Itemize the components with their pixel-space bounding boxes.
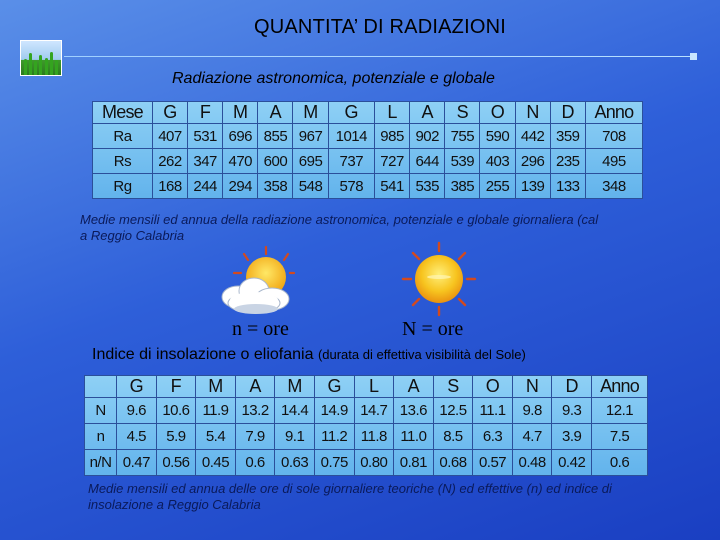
table-cell: 600 bbox=[258, 149, 293, 174]
header-cell: A bbox=[258, 102, 293, 124]
table-cell: 470 bbox=[223, 149, 258, 174]
table-cell: 12.1 bbox=[591, 398, 647, 424]
header-cell: Anno bbox=[591, 376, 647, 398]
row-label: Rs bbox=[93, 149, 153, 174]
sunshine-table bbox=[84, 375, 648, 476]
table-cell: 0.75 bbox=[314, 450, 354, 476]
table-row bbox=[93, 124, 643, 149]
title-divider bbox=[64, 56, 696, 57]
table-cell: 5.9 bbox=[156, 424, 196, 450]
table-cell: 13.2 bbox=[235, 398, 275, 424]
table-cell: 13.6 bbox=[394, 398, 434, 424]
table-cell: 403 bbox=[480, 149, 515, 174]
table-cell: 0.81 bbox=[394, 450, 434, 476]
table-cell: 855 bbox=[258, 124, 293, 149]
sunshine-caption: Medie mensili ed annua delle ore di sole giornaliere teoriche (N) ed effettive (n) ed indice di insolazione a Reggio Calabria bbox=[88, 481, 612, 512]
table-cell: 7.9 bbox=[235, 424, 275, 450]
radiation-table bbox=[92, 101, 643, 199]
table-cell: 348 bbox=[585, 174, 642, 199]
header-cell: Mese bbox=[93, 102, 153, 124]
header-cell: A bbox=[410, 102, 445, 124]
table-cell: 14.9 bbox=[314, 398, 354, 424]
table-cell: 11.2 bbox=[314, 424, 354, 450]
table-cell: 1014 bbox=[328, 124, 374, 149]
header-cell bbox=[85, 376, 117, 398]
slide-title: QUANTITA’ DI RADIAZIONI bbox=[253, 16, 506, 38]
table-cell: 535 bbox=[410, 174, 445, 199]
table-cell: 10.6 bbox=[156, 398, 196, 424]
table-cell: 539 bbox=[445, 149, 480, 174]
header-cell: Anno bbox=[585, 102, 642, 124]
header-cell: M bbox=[196, 376, 236, 398]
header-cell: N bbox=[512, 376, 552, 398]
table-cell: 4.5 bbox=[117, 424, 157, 450]
table-cell: 531 bbox=[188, 124, 223, 149]
insolation-note: (durata di effettiva visibilità del Sole) bbox=[317, 347, 526, 362]
table-cell: 4.7 bbox=[512, 424, 552, 450]
table-row bbox=[85, 398, 648, 424]
table-row bbox=[93, 174, 643, 199]
header-cell: D bbox=[552, 376, 592, 398]
subtitle: Radiazione astronomica, potenziale e globale bbox=[172, 70, 495, 87]
table-cell: 541 bbox=[375, 174, 410, 199]
table-cell: 9.1 bbox=[275, 424, 315, 450]
sun-behind-cloud-icon bbox=[214, 245, 296, 317]
table-cell: 12.5 bbox=[433, 398, 473, 424]
table-cell: 347 bbox=[188, 149, 223, 174]
table-cell: 442 bbox=[515, 124, 550, 149]
table-cell: 0.68 bbox=[433, 450, 473, 476]
sun-icon bbox=[400, 240, 478, 318]
header-cell: G bbox=[152, 102, 187, 124]
table-cell: 296 bbox=[515, 149, 550, 174]
title-divider-cap bbox=[690, 53, 697, 60]
table-cell: 9.8 bbox=[512, 398, 552, 424]
table-cell: 578 bbox=[328, 174, 374, 199]
header-cell: A bbox=[235, 376, 275, 398]
table-cell: 11.9 bbox=[196, 398, 236, 424]
sunshine-table-header bbox=[85, 376, 648, 398]
table-cell: 0.56 bbox=[156, 450, 196, 476]
table-cell: 14.7 bbox=[354, 398, 394, 424]
table-cell: 902 bbox=[410, 124, 445, 149]
table-cell: 548 bbox=[293, 174, 328, 199]
table-cell: 0.63 bbox=[275, 450, 315, 476]
radiation-table-header bbox=[93, 102, 643, 124]
table-cell: 359 bbox=[550, 124, 585, 149]
header-cell: O bbox=[473, 376, 513, 398]
table-cell: 0.48 bbox=[512, 450, 552, 476]
table-cell: 358 bbox=[258, 174, 293, 199]
header-cell: F bbox=[156, 376, 196, 398]
table-cell: 11.1 bbox=[473, 398, 513, 424]
header-cell: M bbox=[275, 376, 315, 398]
table-cell: 727 bbox=[375, 149, 410, 174]
table-cell: 133 bbox=[550, 174, 585, 199]
table-cell: 5.4 bbox=[196, 424, 236, 450]
formula-n: n = ore bbox=[232, 318, 289, 340]
header-cell: A bbox=[394, 376, 434, 398]
table-cell: 385 bbox=[445, 174, 480, 199]
header-cell: L bbox=[354, 376, 394, 398]
header-cell: S bbox=[445, 102, 480, 124]
insolation-label: Indice di insolazione o eliofania bbox=[92, 346, 314, 363]
table-cell: 11.0 bbox=[394, 424, 434, 450]
table-cell: 495 bbox=[585, 149, 642, 174]
table-cell: 967 bbox=[293, 124, 328, 149]
table-cell: 755 bbox=[445, 124, 480, 149]
table-cell: 294 bbox=[223, 174, 258, 199]
row-label: n bbox=[85, 424, 117, 450]
radiation-caption-line2: a Reggio Calabria bbox=[80, 228, 185, 243]
table-cell: 695 bbox=[293, 149, 328, 174]
table-cell: 696 bbox=[223, 124, 258, 149]
table-cell: 168 bbox=[152, 174, 187, 199]
radiation-caption-line1: Medie mensili ed annua della radiazione astronomica, potenziale e globale giornaliera (cal bbox=[80, 212, 599, 227]
table-cell: 737 bbox=[328, 149, 374, 174]
table-cell: 590 bbox=[480, 124, 515, 149]
header-cell: G bbox=[117, 376, 157, 398]
header-cell: M bbox=[223, 102, 258, 124]
table-cell: 14.4 bbox=[275, 398, 315, 424]
table-cell: 235 bbox=[550, 149, 585, 174]
table-cell: 3.9 bbox=[552, 424, 592, 450]
table-cell: 0.80 bbox=[354, 450, 394, 476]
formula-N: N = ore bbox=[402, 318, 464, 340]
table-cell: 0.57 bbox=[473, 450, 513, 476]
table-cell: 708 bbox=[585, 124, 642, 149]
table-cell: 6.3 bbox=[473, 424, 513, 450]
header-cell: N bbox=[515, 102, 550, 124]
table-cell: 7.5 bbox=[591, 424, 647, 450]
grass-logo-icon bbox=[20, 40, 62, 76]
header-cell: L bbox=[375, 102, 410, 124]
header-cell: O bbox=[480, 102, 515, 124]
header-cell: D bbox=[550, 102, 585, 124]
row-label: n/N bbox=[85, 450, 117, 476]
table-cell: 139 bbox=[515, 174, 550, 199]
table-cell: 9.6 bbox=[117, 398, 157, 424]
table-cell: 0.45 bbox=[196, 450, 236, 476]
table-row bbox=[85, 450, 648, 476]
table-cell: 985 bbox=[375, 124, 410, 149]
table-cell: 255 bbox=[480, 174, 515, 199]
table-cell: 9.3 bbox=[552, 398, 592, 424]
row-label: N bbox=[85, 398, 117, 424]
header-cell: S bbox=[433, 376, 473, 398]
header-cell: M bbox=[293, 102, 328, 124]
table-row bbox=[93, 149, 643, 174]
table-cell: 262 bbox=[152, 149, 187, 174]
header-cell: F bbox=[188, 102, 223, 124]
table-cell: 11.8 bbox=[354, 424, 394, 450]
insolation-index-label bbox=[92, 346, 526, 364]
table-row bbox=[85, 424, 648, 450]
table-cell: 0.47 bbox=[117, 450, 157, 476]
table-cell: 244 bbox=[188, 174, 223, 199]
table-cell: 8.5 bbox=[433, 424, 473, 450]
table-cell: 0.6 bbox=[591, 450, 647, 476]
row-label: Rg bbox=[93, 174, 153, 199]
header-cell: G bbox=[328, 102, 374, 124]
row-label: Ra bbox=[93, 124, 153, 149]
table-cell: 644 bbox=[410, 149, 445, 174]
table-cell: 0.42 bbox=[552, 450, 592, 476]
table-cell: 407 bbox=[152, 124, 187, 149]
table-cell: 0.6 bbox=[235, 450, 275, 476]
header-cell: G bbox=[314, 376, 354, 398]
